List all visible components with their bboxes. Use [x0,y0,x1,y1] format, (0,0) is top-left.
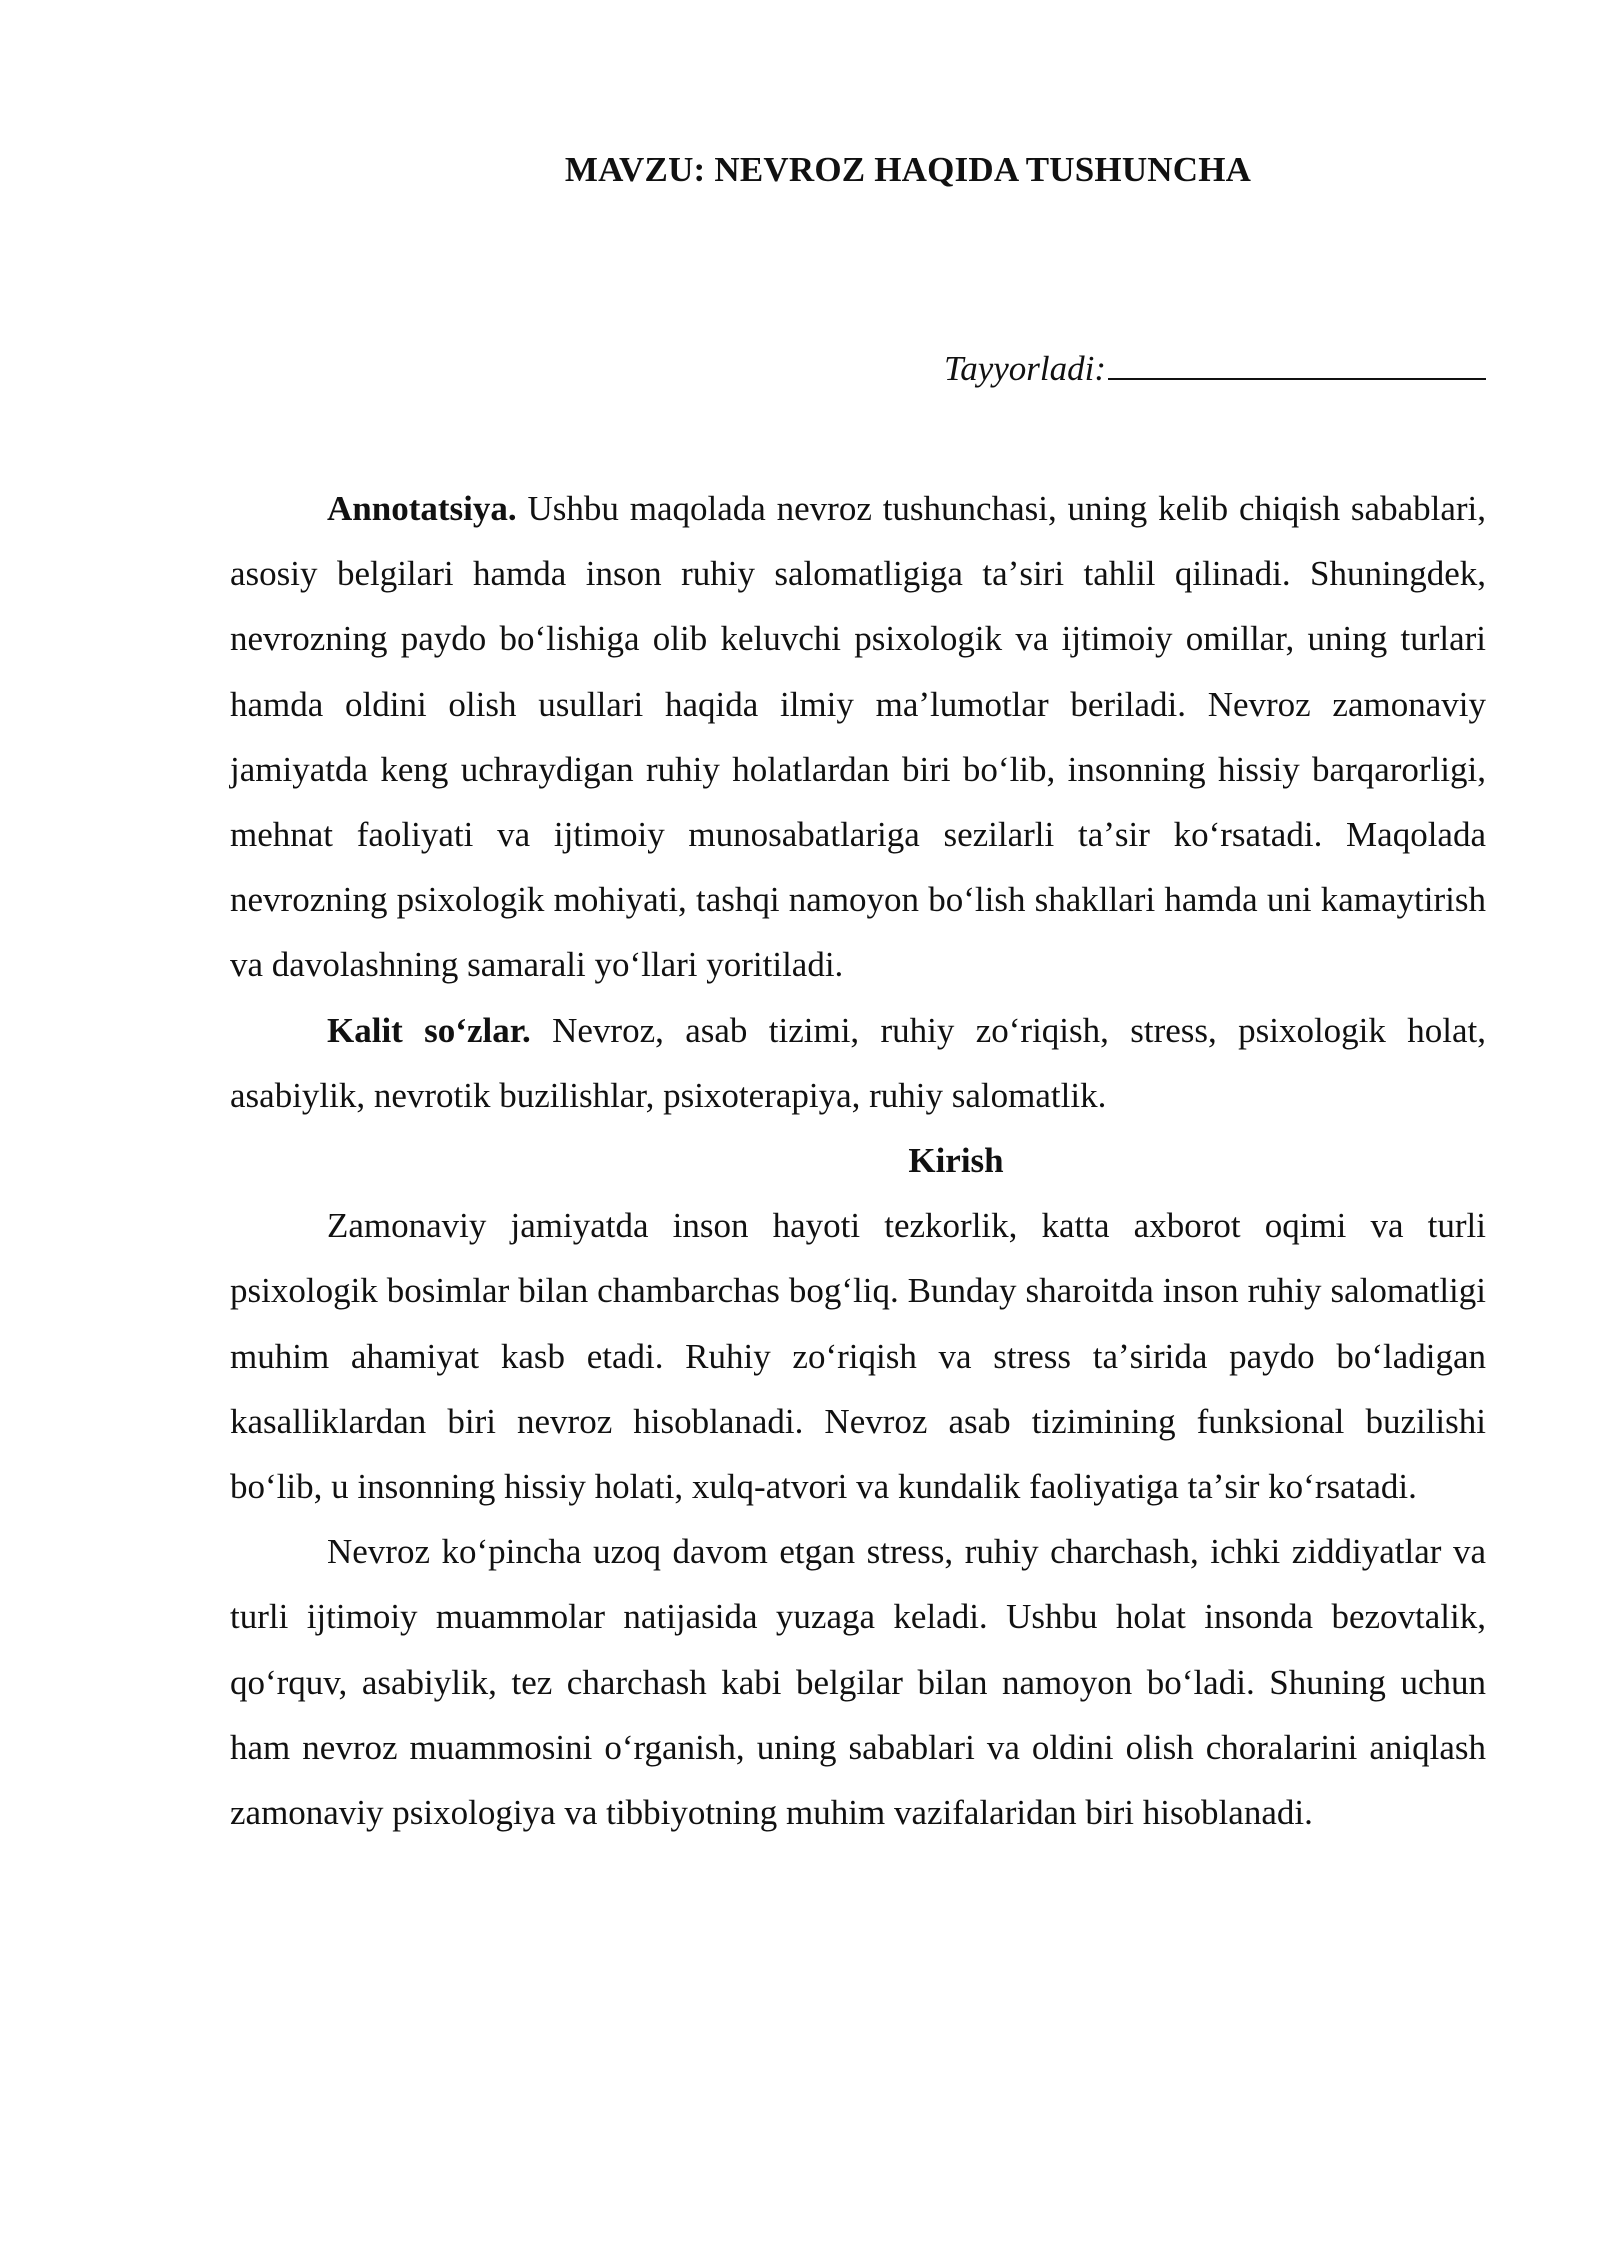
keywords-paragraph [230,998,1486,1128]
prepared-by-line [944,348,1486,389]
annotation-lead: Annotatsiya. [327,489,517,528]
intro-paragraph-1: Zamonaviy jamiyatda inson hayoti tezkorlik, katta axborot oqimi va turli psixologik bosimlar bilan chambarchas bogʻliq. Bunday sharoitda inson ruhiy salomatligi muhim ahamiyat kasb etadi. Ruhiy zoʻriqish va stress taʼsirida paydo boʻladigan kasalliklardan biri nevroz hisoblanadi. Nevroz asab tizimining funksional buzilishi boʻlib, u insonning hissiy holati, xulq-atvori va kundalik faoliyatiga taʼsir koʻrsatadi. [230,1206,1486,1507]
document-title: MAVZU: NEVROZ HAQIDA TUSHUNCHA [564,150,1252,189]
keywords-lead: Kalit soʻzlar. [327,1010,531,1050]
intro-heading: Kirish [908,1141,1004,1181]
annotation-paragraph [230,476,1486,998]
prepared-by-label: Tayyorladi: [943,349,1106,388]
document-body [230,476,1486,1845]
intro-paragraph-2: Nevroz koʻpincha uzoq davom etgan stress, ruhiy charchash, ichki ziddiyatlar va turli ijtimoiy muammolar natijasida yuzaga keladi. Ushbu holat insonda bezovtalik, qoʻrquv, asabiylik, tez charchash kabi belgilar bilan namoyon boʻladi. Shuning uchun ham nevroz muammosini oʻrganish, uning sabablari va oldini olish choralarini aniqlash zamonaviy psixologiya va tibbiyotning muhim vazifalaridan biri hisoblanadi. [230,1532,1486,1833]
annotation-text: Ushbu maqolada nevroz tushunchasi, uning kelib chiqish sabablari, asosiy belgilari hamda inson ruhiy salomatligiga taʼsiri tahlil qilinadi. Shuningdek, nevrozning paydo boʻlishiga olib keluvchi psixologik va ijtimoiy omillar, uning turlari hamda oldini olish usullari haqida ilmiy maʼlumotlar beriladi. Nevroz zamonaviy jamiyatda keng uchraydigan ruhiy holatlardan biri boʻlib, insonning hissiy barqarorligi, mehnat faoliyati va ijtimoiy munosabatlariga sezilarli taʼsir koʻrsatadi. Maqolada nevrozning psixologik mohiyati, tashqi namoyon boʻlish shakllari hamda uni kamaytirish va davolashning samarali yoʻllari yoritiladi. [230,489,1486,985]
keywords-text: Nevroz, asab tizimi, ruhiy zoʻriqish, stress, psixologik holat, asabiylik, nevrotik buzilishlar, psixoterapiya, ruhiy salomatlik. [230,1010,1486,1115]
prepared-by-blank [1108,348,1486,380]
